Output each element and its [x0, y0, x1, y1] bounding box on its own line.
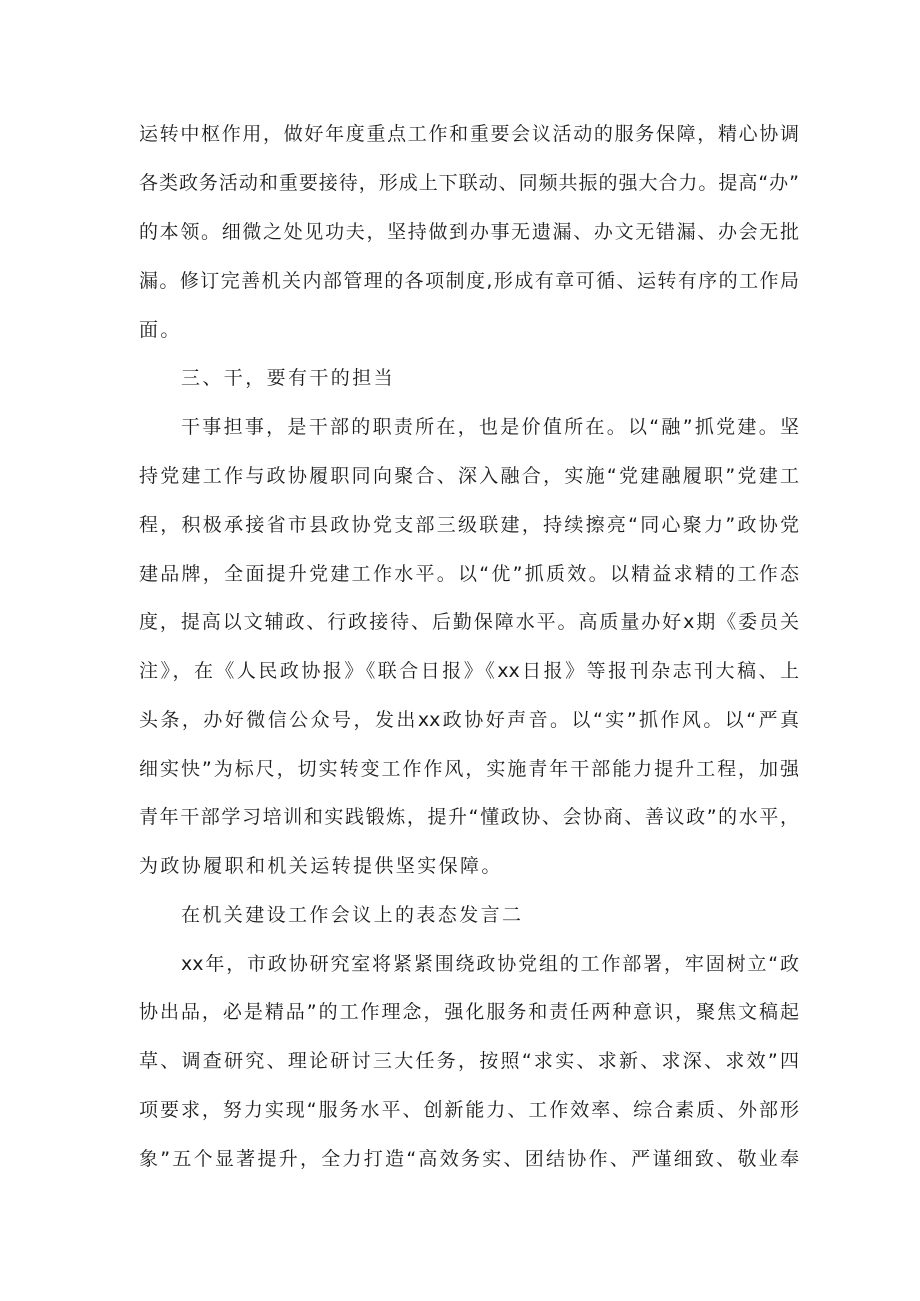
text-line: 程，积极承接省市县政协党支部三级联建，持续擦亮“同心聚力”政协党 — [139, 514, 799, 536]
text-line: 青年干部学习培训和实践锻炼，提升“懂政协、会协商、善议政”的水平， — [139, 806, 799, 828]
text-line: 持党建工作与政协履职同向聚合、深入融合，实施“党建融履职”党建工 — [139, 465, 799, 487]
text-line: 运转中枢作用，做好年度重点工作和重要会议活动的服务保障，精心协调 — [139, 123, 799, 145]
text-line: 头条，办好微信公众号，发出xx政协好声音。以“实”抓作风。以“严真 — [139, 709, 799, 731]
section-heading: 三、干，要有干的担当 — [181, 367, 396, 389]
text-line: 草、调查研究、理论研讨三大任务，按照“求实、求新、求深、求效”四 — [139, 1050, 799, 1072]
text-line: 项要求，努力实现“服务水平、创新能力、工作效率、综合素质、外部形 — [139, 1099, 799, 1121]
text-line: 象”五个显著提升，全力打造“高效务实、团结协作、严谨细致、敬业奉 — [139, 1148, 799, 1170]
text-line: 协出品，必是精品”的工作理念，强化服务和责任两种意识，聚焦文稿起 — [139, 1001, 799, 1023]
text-line: 注》，在《人民政协报》《联合日报》《xx日报》等报刊杂志刊大稿、上 — [139, 660, 799, 682]
document-title: 在机关建设工作会议上的表态发言二 — [181, 904, 524, 926]
text-line: 各类政务活动和重要接待，形成上下联动、同频共振的强大合力。提高“办” — [139, 172, 799, 194]
paragraph-first-line: 干事担事，是干部的职责所在，也是价值所在。以“融”抓党建。坚 — [181, 416, 799, 438]
text-line: 的本领。细微之处见功夫，坚持做到办事无遗漏、办文无错漏、办会无批 — [139, 221, 799, 243]
text-line: 度，提高以文辅政、行政接待、后勤保障水平。高质量办好x期《委员关 — [139, 611, 799, 633]
text-line: 细实快”为标尺，切实转变工作作风，实施青年干部能力提升工程，加强 — [139, 758, 799, 780]
text-line: 建品牌，全面提升党建工作水平。以“优”抓质效。以精益求精的工作态 — [139, 563, 799, 585]
text-line: 为政协履职和机关运转提供坚实保障。 — [139, 855, 503, 877]
text-line: 漏。修订完善机关内部管理的各项制度,形成有章可循、运转有序的工作局 — [139, 270, 799, 292]
text-line: 面。 — [139, 319, 182, 341]
paragraph-first-line: xx年，市政协研究室将紧紧围绕政协党组的工作部署，牢固树立“政 — [181, 953, 799, 975]
